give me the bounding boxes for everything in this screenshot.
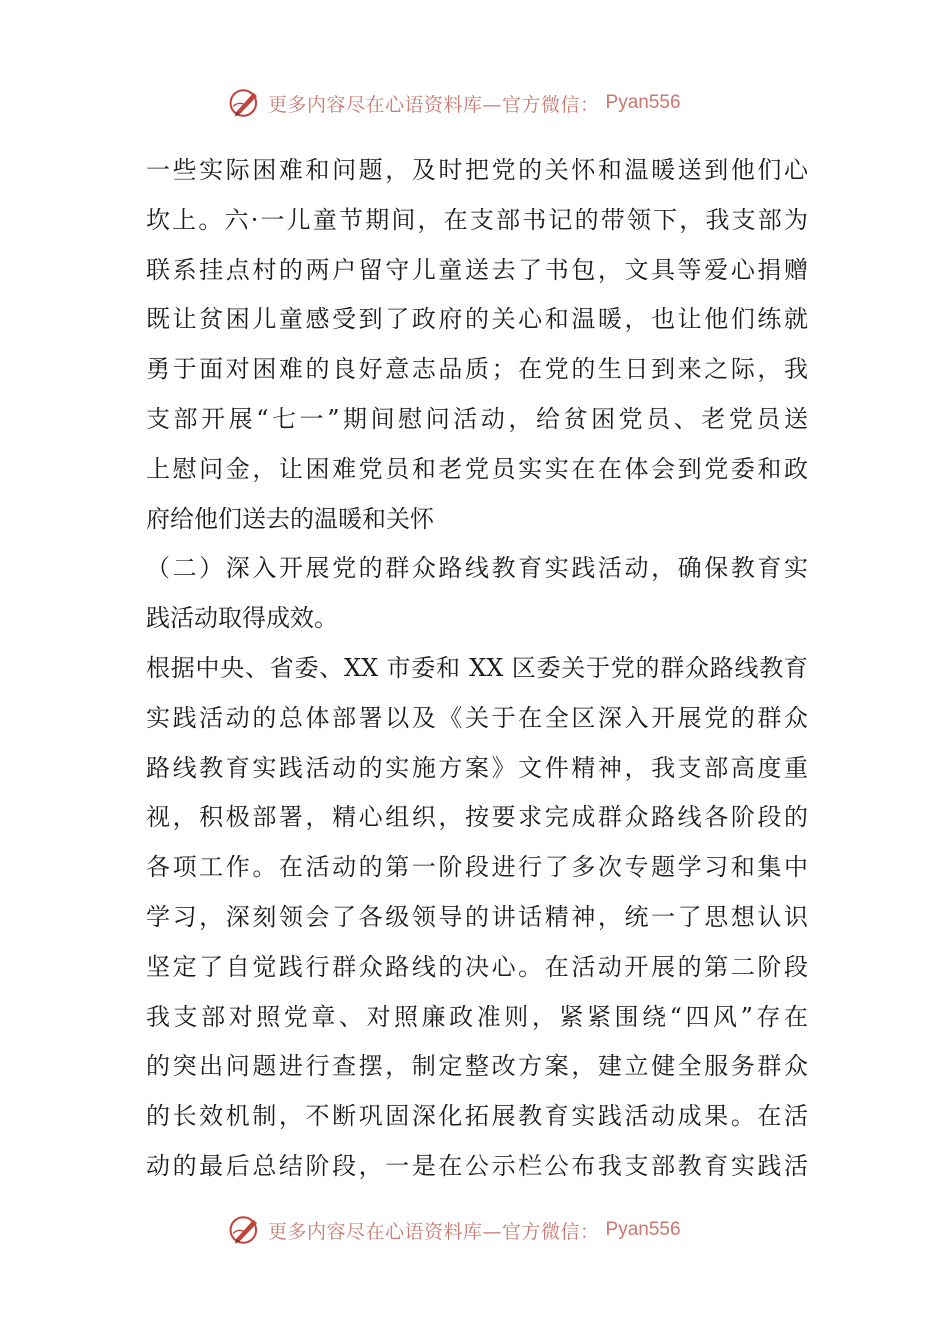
body-text	[146, 146, 808, 1192]
watermark-text: 更多内容尽在心语资料库—官方微信：	[268, 1220, 600, 1243]
text-line: 的突出问题进行查摆，制定整改方案，建立健全服务群众	[146, 1052, 808, 1081]
text-line: 支部开展“七一”期间慰问活动，给贫困党员、老党员送	[146, 404, 808, 433]
header-watermark	[228, 85, 681, 121]
watermark-id: Pyan556	[605, 92, 681, 113]
text-line: 既让贫困儿童感受到了政府的关心和温暖，也让他们练就	[146, 305, 808, 334]
text-line: 实践活动的总体部署以及《关于在全区深入开展党的群众	[146, 703, 808, 732]
text-line: 坚定了自觉践行群众路线的决心。在活动开展的第二阶段	[146, 952, 808, 981]
text-line: 各项工作。在活动的第一阶段进行了多次专题学习和集中	[146, 853, 808, 882]
text-line: 路线教育实践活动的实施方案》文件精神，我支部高度重	[146, 753, 808, 782]
text-line: 勇于面对困难的良好意志品质；在党的生日到来之际，我	[146, 355, 808, 384]
text-line: 我支部对照党章、对照廉政准则，紧紧围绕“四风”存在	[146, 1002, 808, 1031]
section-heading-line: 践活动取得成效。	[146, 604, 338, 633]
text-line: 府给他们送去的温暖和关怀	[146, 504, 434, 533]
text-line: 一些实际困难和问题，及时把党的关怀和温暖送到他们心	[146, 156, 808, 184]
text-line: 坎上。六·一儿童节期间，在支部书记的带领下，我支部为	[146, 205, 808, 234]
text-line: 根据中央、省委、XX 市委和 XX 区委关于党的群众路线教育	[146, 653, 808, 682]
section-heading-line: （二）深入开展党的群众路线教育实践活动，确保教育实	[146, 554, 808, 583]
watermark-id: Pyan556	[605, 1219, 681, 1240]
pen-logo-icon	[228, 86, 262, 120]
pen-logo-icon	[228, 1213, 262, 1247]
watermark-text: 更多内容尽在心语资料库—官方微信：	[268, 93, 600, 116]
footer-watermark	[228, 1212, 681, 1248]
text-line: 联系挂点村的两户留守儿童送去了书包，文具等爱心捐赠	[146, 255, 808, 284]
text-line: 上慰问金，让困难党员和老党员实实在在体会到党委和政	[146, 454, 808, 483]
text-line: 视，积极部署，精心组织，按要求完成群众路线各阶段的	[146, 803, 808, 832]
text-line: 的长效机制，不断巩固深化拓展教育实践活动成果。在活	[146, 1102, 808, 1131]
text-line: 学习，深刻领会了各级领导的讲话精神，统一了思想认识	[146, 902, 808, 931]
text-line: 动的最后总结阶段，一是在公示栏公布我支部教育实践活	[146, 1151, 808, 1180]
